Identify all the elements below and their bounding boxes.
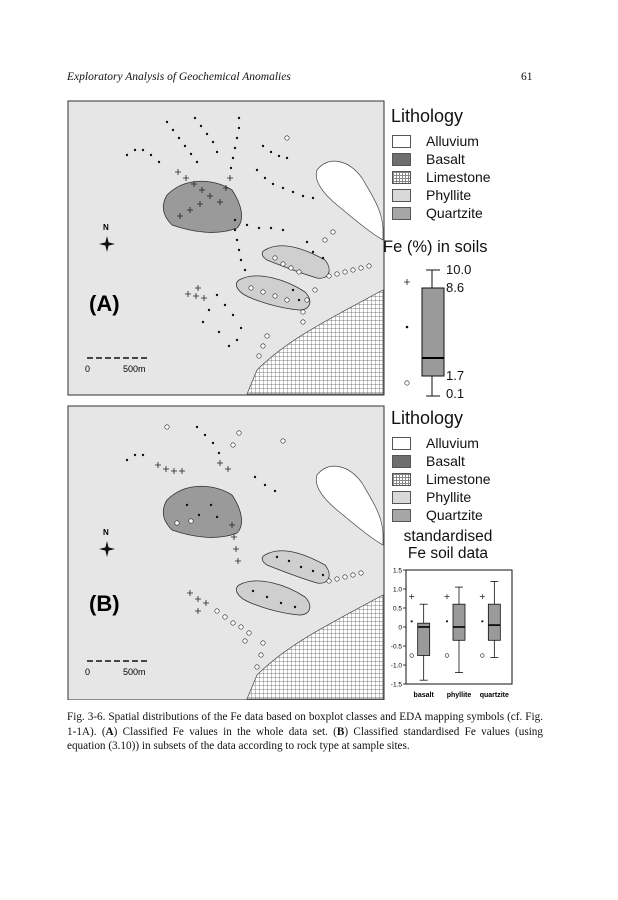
north-label-a: N bbox=[103, 223, 109, 232]
y-tick-label: -1.5 bbox=[390, 681, 402, 689]
caption-panel-a: A bbox=[105, 725, 114, 738]
legend-swatch bbox=[392, 455, 411, 468]
standardised-title bbox=[386, 528, 510, 562]
scale-start-a: 0 bbox=[85, 364, 91, 374]
legend-label: Basalt bbox=[426, 453, 465, 469]
key-circle bbox=[410, 654, 414, 658]
scale-start-b: 0 bbox=[85, 667, 91, 677]
legend-label: Phyllite bbox=[426, 489, 472, 505]
box-phyllite bbox=[453, 604, 465, 640]
box-basalt bbox=[418, 623, 430, 655]
legend-title-a: Lithology bbox=[391, 106, 464, 126]
legend-swatch bbox=[392, 171, 411, 184]
scale-end-b: 500m bbox=[123, 667, 146, 677]
boxplot-a-label-q3: 8.6 bbox=[446, 280, 465, 295]
key-dot bbox=[446, 620, 448, 622]
legend-label: Alluvium bbox=[426, 435, 479, 451]
standardised-title-line-2: Fe soil data bbox=[407, 545, 489, 562]
legend-swatch bbox=[392, 473, 411, 486]
legend-swatch bbox=[392, 135, 411, 148]
y-tick-label: -0.5 bbox=[390, 643, 402, 651]
standardised-boxplot-chart bbox=[386, 566, 516, 704]
legend-swatch bbox=[392, 153, 411, 166]
y-tick-label: 1.0 bbox=[392, 586, 402, 594]
legend-swatch bbox=[392, 207, 411, 220]
north-label-b: N bbox=[103, 528, 109, 537]
caption-mid: ) Classified Fe values in the whole data set. ( bbox=[113, 725, 337, 738]
map-panel-b bbox=[68, 406, 384, 700]
legend-swatch bbox=[392, 491, 411, 504]
legend-label: Alluvium bbox=[426, 133, 479, 149]
figure-caption bbox=[67, 710, 543, 754]
legend-label: Quartzite bbox=[426, 507, 483, 523]
boxplot-a-label-q1: 1.7 bbox=[446, 368, 465, 383]
y-tick-label: 0 bbox=[398, 624, 402, 632]
legend-label: Limestone bbox=[426, 169, 491, 185]
y-tick-label: 1.5 bbox=[392, 567, 402, 575]
x-tick-label: phyllite bbox=[446, 692, 472, 699]
figure-maps bbox=[67, 100, 387, 700]
legend-title-b: Lithology bbox=[391, 408, 464, 428]
legend-label: Quartzite bbox=[426, 205, 483, 221]
boxplot-a-label-max: 10.0 bbox=[446, 262, 472, 277]
key-circle bbox=[445, 654, 449, 658]
boxplot-a-title: Fe (%) in soils bbox=[383, 238, 488, 256]
page-number: 61 bbox=[521, 71, 533, 83]
y-tick-label: -1.0 bbox=[390, 662, 402, 670]
running-head: Exploratory Analysis of Geochemical Anomalies bbox=[67, 71, 291, 83]
basalt-patch bbox=[163, 181, 241, 232]
legend-swatch bbox=[392, 437, 411, 450]
map-panel-a bbox=[68, 101, 384, 395]
x-tick-label: quartzite bbox=[479, 692, 509, 699]
legend-swatch bbox=[392, 189, 411, 202]
legend-label: Limestone bbox=[426, 471, 491, 487]
legend-label: Phyllite bbox=[426, 187, 472, 203]
caption-tail: ) Classified standardised Fe values (using equation (3.10)) in subsets of the data according to rock type at sample sites. bbox=[67, 725, 543, 753]
panel-label-a: (A) bbox=[89, 291, 120, 316]
boxplot-a-label-min: 0.1 bbox=[446, 386, 465, 401]
legend-label: Basalt bbox=[426, 151, 465, 167]
caption-lead: Fig. 3-6. Spatial distributions of the Fe data based on boxplot classes and EDA mapping symbols (cf. Fig. 1-1A). ( bbox=[67, 711, 543, 738]
legend-swatch bbox=[392, 509, 411, 522]
caption-panel-b: B bbox=[336, 725, 345, 738]
x-tick-label: basalt bbox=[413, 692, 434, 699]
y-tick-label: 0.5 bbox=[392, 605, 402, 613]
basalt-patch bbox=[163, 486, 241, 537]
key-circle bbox=[481, 654, 485, 658]
panel-label-b: (B) bbox=[89, 591, 120, 616]
standardised-title-line-1: standardised bbox=[403, 528, 493, 545]
box-quartzite bbox=[488, 604, 500, 640]
scale-end-a: 500m bbox=[123, 364, 146, 374]
key-dot bbox=[481, 620, 483, 622]
key-dot bbox=[411, 620, 413, 622]
